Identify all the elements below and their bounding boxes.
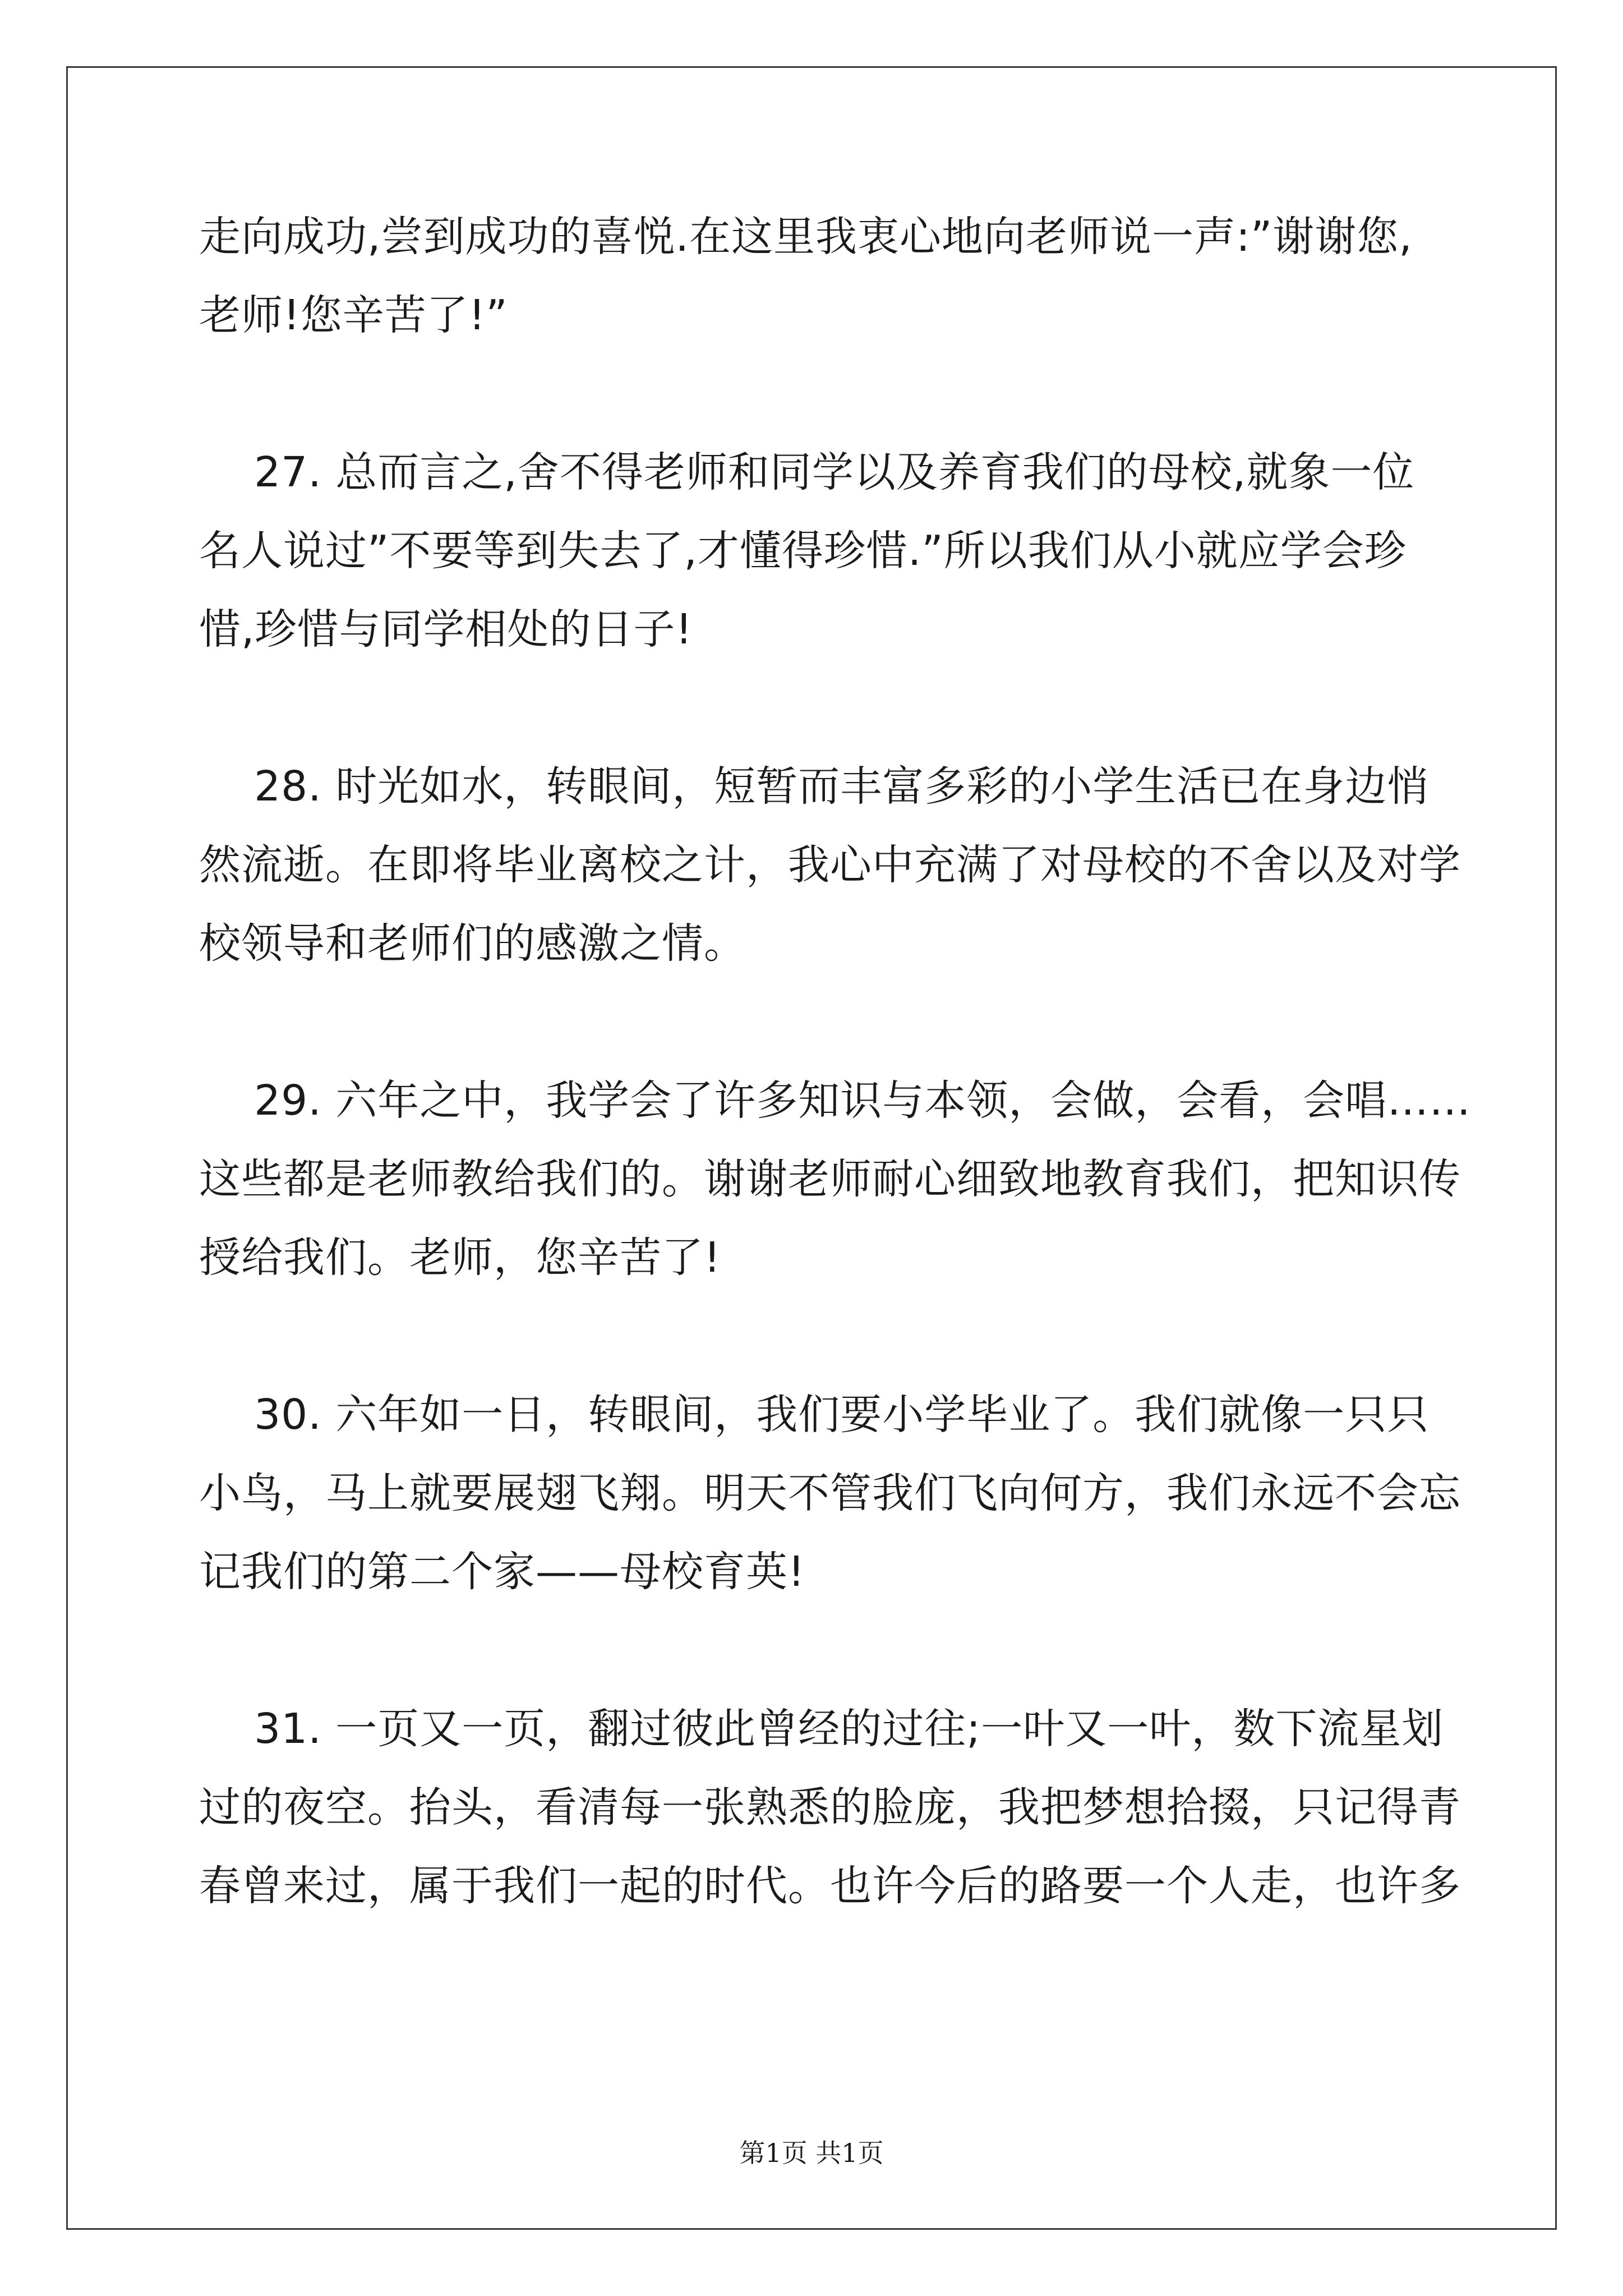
paragraph xyxy=(199,1375,1461,1611)
text-line: 28. 时光如水，转眼间，短暂而丰富多彩的小学生活已在身边悄 xyxy=(199,762,1430,811)
text-line: 名人说过”不要等到失去了,才懂得珍惜.”所以我们从小就应学会珍 xyxy=(199,527,1407,575)
text-line: 春曾来过，属于我们一起的时代。也许今后的路要一个人走，也许多 xyxy=(199,1862,1461,1910)
page-footer: 第1页 共1页 xyxy=(739,2138,884,2168)
text-line: 小鸟，马上就要展翅飞翔。明天不管我们飞向何方，我们永远不会忘 xyxy=(199,1469,1461,1517)
text-line: 这些都是老师教给我们的。谢谢老师耐心细致地教育我们，把知识传 xyxy=(199,1155,1461,1203)
paragraph xyxy=(199,433,1430,669)
paragraph xyxy=(199,1061,1472,1297)
text-line: 29. 六年之中，我学会了许多知识与本领，会做，会看，会唱…… xyxy=(199,1076,1472,1125)
text-line: 惜,珍惜与同学相处的日子! xyxy=(199,605,693,654)
paragraph xyxy=(199,1690,1461,1925)
paragraph-gap xyxy=(199,355,1430,433)
text-line: 30. 六年如一日，转眼间，我们要小学毕业了。我们就像一只只 xyxy=(199,1391,1430,1439)
text-line: 31. 一页又一页，翻过彼此曾经的过往;一叶又一叶，数下流星划 xyxy=(199,1705,1444,1753)
paragraph-gap xyxy=(199,669,1430,747)
paragraph xyxy=(199,747,1461,983)
text-line: 老师!您辛苦了!” xyxy=(199,291,508,339)
paragraph-gap xyxy=(199,1611,1430,1690)
text-line: 过的夜空。抬头，看清每一张熟悉的脸庞，我把梦想拾掇，只记得青 xyxy=(199,1783,1461,1832)
text-line: 记我们的第二个家——母校育英! xyxy=(199,1548,805,1596)
text-line: 校领导和老师们的感激之情。 xyxy=(199,919,746,968)
document-body xyxy=(199,197,1472,1925)
paragraph xyxy=(199,197,1430,355)
text-line: 然流逝。在即将毕业离校之计，我心中充满了对母校的不舍以及对学 xyxy=(199,841,1461,889)
paragraph-gap xyxy=(199,1297,1430,1375)
text-line: 走向成功,尝到成功的喜悦.在这里我衷心地向老师说一声:”谢谢您, xyxy=(199,213,1413,261)
paragraph-gap xyxy=(199,983,1430,1061)
text-line: 授给我们。老师，您辛苦了! xyxy=(199,1234,721,1282)
text-line: 27. 总而言之,舍不得老师和同学以及养育我们的母校,就象一位 xyxy=(199,448,1415,496)
